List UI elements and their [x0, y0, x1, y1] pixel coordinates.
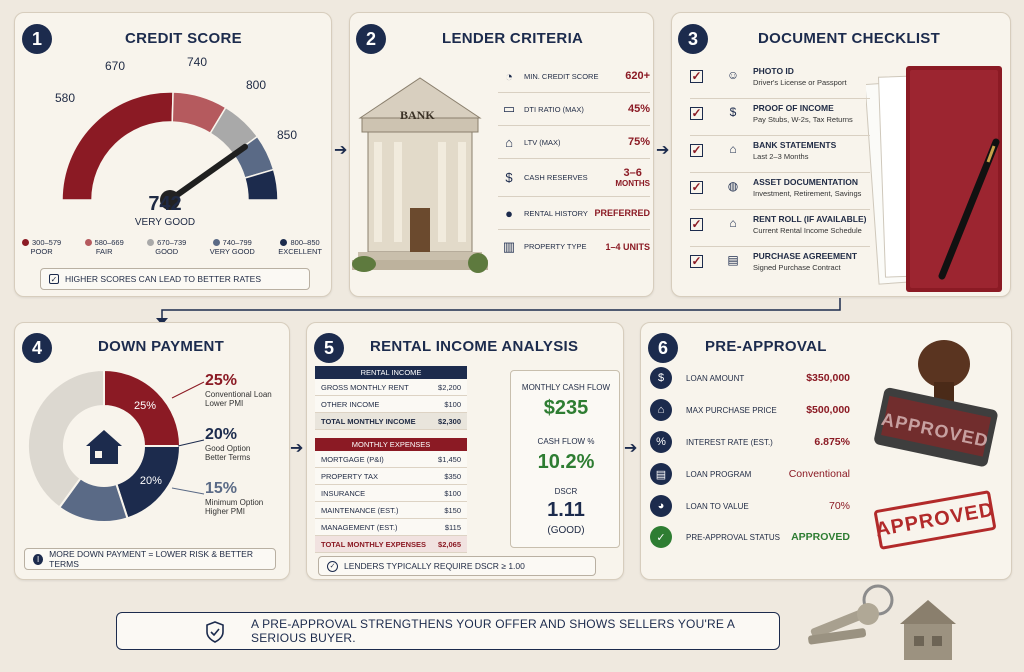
down-payment-note: I MORE DOWN PAYMENT = LOWER RISK & BETTER TERMS — [24, 548, 276, 570]
legend-item-poor: 300–579 POOR — [22, 238, 61, 256]
step-number-4: 4 — [22, 333, 52, 363]
building-icon: ▥ — [502, 238, 516, 254]
down-option-15: 15% Minimum Option Higher PMI — [205, 480, 264, 516]
criteria-row-dti: ▭ DTI RATIO (MAX) 45% — [498, 93, 650, 126]
check-circle-icon: ✓ — [327, 561, 338, 572]
document-icon: ▤ — [727, 253, 739, 267]
percent-icon: % — [650, 431, 672, 453]
rental-income-title: RENTAL INCOME ANALYSIS — [370, 338, 579, 355]
cash-flow-pct-value: 10.2% — [537, 451, 595, 473]
pie-icon: ◕ — [650, 495, 672, 517]
legend-item-very-good: 740–799 VERY GOOD — [209, 238, 255, 256]
leader-lines — [170, 370, 210, 500]
criteria-row-credit-score: ◔ MIN. CREDIT SCORE 620+ — [498, 60, 650, 93]
criteria-row-rental-history: ● RENTAL HISTORY PREFERRED — [498, 197, 650, 230]
document-checklist-title: DOCUMENT CHECKLIST — [758, 30, 941, 47]
person-icon: ☺ — [726, 68, 740, 82]
table-row: GROSS MONTHLY RENT $2,200 — [315, 379, 467, 396]
step-number-1: 1 — [22, 24, 52, 54]
rental-income-table — [315, 366, 467, 430]
arrow-right-icon: ➔ — [334, 142, 348, 159]
divider — [690, 172, 870, 173]
divider — [690, 246, 870, 247]
info-icon: I — [33, 554, 43, 565]
dscr-rating: (GOOD) — [547, 525, 585, 536]
checklist-item-asset-documentation: ✓ ◍ ASSET DOCUMENTATION Investment, Retirement, Savings — [691, 177, 862, 198]
person-icon: ● — [505, 205, 513, 221]
dti-icon: ▭ — [502, 101, 516, 116]
piggy-bank-icon: ◍ — [727, 179, 739, 193]
cash-flow-label: MONTHLY CASH FLOW — [521, 383, 611, 392]
dollar-icon: $ — [729, 105, 737, 119]
pre-approval-row-max-price: ⌂ MAX PURCHASE PRICE $500,000 — [650, 394, 850, 426]
table-row: INSURANCE $100 — [315, 485, 467, 502]
house-icon: ⌂ — [650, 399, 672, 421]
table-row: PROPERTY TAX $350 — [315, 468, 467, 485]
arrow-right-icon: ➔ — [656, 142, 670, 159]
dscr-note: ✓ LENDERS TYPICALLY REQUIRE DSCR ≥ 1.00 — [318, 556, 596, 576]
pre-approval-row-status: ✓ PRE-APPROVAL STATUS APPROVED — [650, 521, 850, 553]
down-option-25: 25% Conventional Loan Lower PMI — [205, 372, 272, 408]
down-option-20: 20% Good Option Better Terms — [205, 426, 251, 462]
criteria-row-cash-reserves: $ CASH RESERVES 3–6 MONTHS — [498, 159, 650, 197]
step-number-5: 5 — [314, 333, 344, 363]
legend-dot — [280, 239, 287, 246]
footer-text: A PRE-APPROVAL STRENGTHENS YOUR OFFER AND SHOWS SELLERS YOU'RE A SERIOUS BUYER. — [251, 617, 735, 645]
table-row: MAINTENANCE (EST.) $150 — [315, 502, 467, 519]
dscr-value: 1.11 — [547, 499, 585, 521]
bank-sign: BANK — [400, 108, 435, 122]
checklist-item-photo-id: ✓ ☺ PHOTO ID Driver's License or Passport — [691, 66, 847, 87]
arrow-right-icon: ➔ — [290, 440, 304, 457]
home-icon: ⌂ — [505, 134, 513, 150]
table-header: MONTHLY EXPENSES — [315, 438, 467, 451]
approved-stamp-illustration — [864, 336, 1004, 476]
divider — [690, 209, 870, 210]
check-icon: ✓ — [50, 274, 58, 284]
criteria-row-ltv: ⌂ LTV (MAX) 75% — [498, 126, 650, 159]
credit-score-rating: VERY GOOD — [134, 217, 196, 228]
donut-slice-label: 25% — [133, 399, 157, 412]
gauge-tick-800: 800 — [246, 78, 267, 92]
step-number-6: 6 — [648, 333, 678, 363]
pre-approval-row-ltv: ◕ LOAN TO VALUE 70% — [650, 490, 850, 522]
checkbox-checked[interactable]: ✓ — [691, 143, 702, 157]
legend-dot — [85, 239, 92, 246]
dscr-label: DSCR — [554, 487, 578, 496]
donut-slice-label: 20% — [139, 475, 162, 488]
document-icon: ▤ — [650, 463, 672, 485]
monthly-expenses-table — [315, 438, 467, 553]
step-number-3: 3 — [678, 24, 708, 54]
legend-item-excellent: 800–850 EXCELLENT — [278, 238, 322, 256]
check-icon: ✓ — [650, 526, 672, 548]
arrow-right-icon: ➔ — [624, 440, 638, 457]
divider — [690, 135, 870, 136]
down-payment-donut — [24, 366, 184, 526]
approved-imprint: APPROVED — [873, 490, 996, 550]
cash-flow-value: $235 — [543, 397, 589, 419]
legend-dot — [213, 239, 220, 246]
house-keys-illustration — [790, 580, 980, 670]
down-payment-title: DOWN PAYMENT — [98, 338, 225, 355]
legend-dot — [147, 239, 154, 246]
gauge-tick-850: 850 — [277, 128, 298, 142]
checklist-item-purchase-agreement: ✓ ▤ PURCHASE AGREEMENT Signed Purchase Contract — [691, 251, 858, 272]
dollar-icon: $ — [505, 170, 513, 185]
pre-approval-title: PRE-APPROVAL — [705, 338, 827, 355]
legend-dot — [22, 239, 29, 246]
table-total-row: TOTAL MONTHLY INCOME $2,300 — [315, 413, 467, 430]
checkbox-checked[interactable]: ✓ — [691, 106, 702, 120]
credit-legend — [22, 238, 322, 256]
checkbox-checked[interactable]: ✓ — [691, 254, 702, 268]
checkbox-checked[interactable]: ✓ — [691, 69, 702, 83]
checklist-item-bank-statements: ✓ ⌂ BANK STATEMENTS Last 2–3 Months — [691, 140, 837, 161]
step-number-2: 2 — [356, 24, 386, 54]
credit-note: ✓ HIGHER SCORES CAN LEAD TO BETTER RATES — [40, 268, 310, 290]
credit-score-title: CREDIT SCORE — [125, 30, 242, 47]
dollar-icon: $ — [650, 367, 672, 389]
gauge-tick-740: 740 — [187, 55, 208, 69]
house-icon: ⌂ — [729, 216, 737, 230]
table-row: OTHER INCOME $100 — [315, 396, 467, 413]
gauge-tick-580: 580 — [55, 91, 76, 105]
gauge-segment-poor — [62, 92, 173, 200]
bank-building-illustration — [350, 58, 490, 278]
legend-item-fair: 580–669 FAIR — [85, 238, 124, 256]
credit-score-value: 742 — [148, 193, 182, 215]
table-total-row: TOTAL MONTHLY EXPENSES $2,065 — [315, 536, 467, 553]
table-row: MORTGAGE (P&I) $1,450 — [315, 451, 467, 468]
table-header: RENTAL INCOME — [315, 366, 467, 379]
cash-flow-pct-label: CASH FLOW % — [537, 437, 595, 446]
checkbox-checked[interactable]: ✓ — [691, 180, 702, 194]
table-row: MANAGEMENT (EST.) $115 — [315, 519, 467, 536]
cash-flow-summary — [510, 370, 620, 548]
legend-item-good: 670–739 GOOD — [147, 238, 186, 256]
pre-approval-row-loan-program: ▤ LOAN PROGRAM Conventional — [650, 458, 850, 490]
checkbox-checked[interactable]: ✓ — [691, 217, 702, 231]
lender-criteria-title: LENDER CRITERIA — [442, 30, 584, 47]
checklist-item-proof-of-income: ✓ $ PROOF OF INCOME Pay Stubs, W-2s, Tax Returns — [691, 103, 853, 124]
gauge-tick-670: 670 — [105, 59, 126, 73]
pre-approval-row-interest-rate: % INTEREST RATE (EST.) 6.875% — [650, 426, 850, 458]
stamp-text: APPROVED — [879, 408, 991, 452]
bank-icon: ⌂ — [729, 142, 737, 156]
footer-banner — [116, 612, 780, 650]
divider — [690, 98, 870, 99]
gauge-icon: ◔ — [505, 68, 513, 84]
checklist-item-rent-roll: ✓ ⌂ RENT ROLL (IF AVAILABLE) Current Rental Income Schedule — [691, 214, 867, 235]
criteria-row-property-type: ▥ PROPERTY TYPE 1–4 UNITS — [498, 230, 650, 263]
shield-icon — [205, 621, 225, 643]
pre-approval-row-loan-amount: $ LOAN AMOUNT $350,000 — [650, 362, 850, 394]
